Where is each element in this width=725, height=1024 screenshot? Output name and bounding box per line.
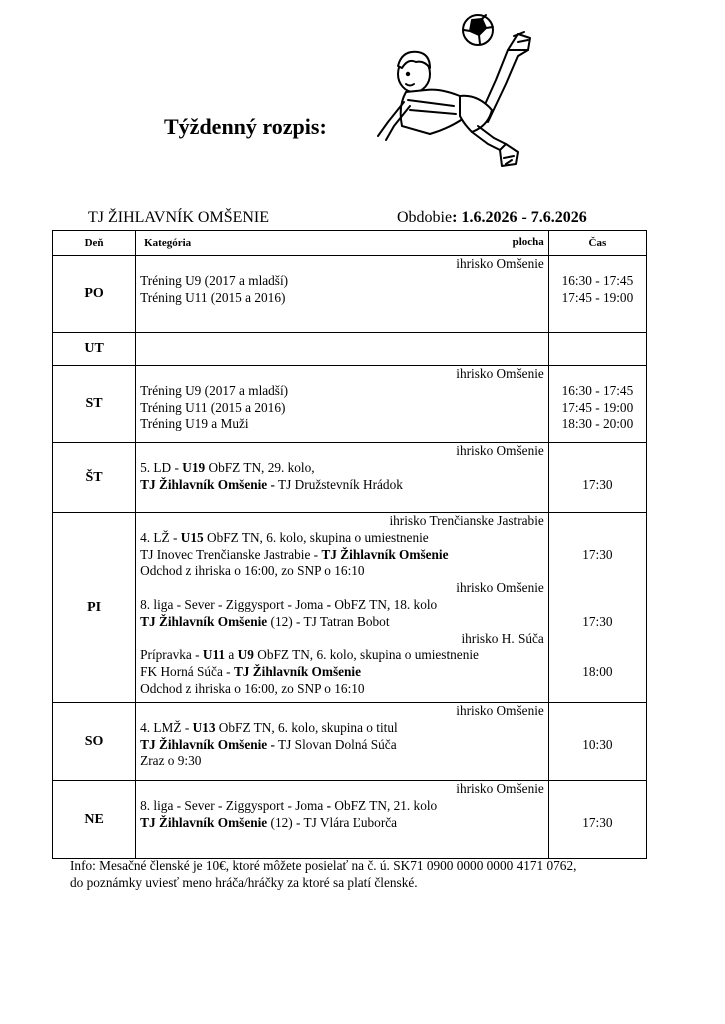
activity: Tréning U9 (2017 a mladší) <box>140 382 289 398</box>
venue: ihrisko Omšenie <box>456 256 544 271</box>
match-note: Odchod z ihriska o 16:00, zo SNP o 16:10 <box>140 563 365 579</box>
match-teams: TJ Žihlavník Omšenie - TJ Družstevník Hrádok <box>140 476 403 492</box>
table-row <box>53 366 647 443</box>
venue: ihrisko Trenčianske Jastrabie <box>389 513 544 528</box>
category-cell <box>136 333 549 366</box>
activity: Tréning U9 (2017 a mladší) <box>140 272 289 288</box>
day-cell: ŠT <box>53 443 136 513</box>
time-cell <box>548 333 646 366</box>
info-line: Info: Mesačné členské je 10€, ktoré môžete posielať na č. ú. SK71 0900 0000 0000 4171 0762, <box>70 858 577 873</box>
time-cell <box>548 256 646 333</box>
club-name: TJ ŽIHLAVNÍK OMŠENIE <box>88 209 270 226</box>
time-value: 16:30 - 17:45 <box>561 272 634 288</box>
time-value: 17:45 - 19:00 <box>561 289 634 305</box>
venue: ihrisko Omšenie <box>456 443 544 458</box>
day-cell: ST <box>53 366 136 443</box>
time-value: 17:30 <box>582 814 613 830</box>
category-cell <box>136 781 549 859</box>
table-row <box>53 333 647 366</box>
period-value: : 1.6.2026 - 7.6.2026 <box>452 209 587 226</box>
time-cell <box>548 366 646 443</box>
time-value: 16:30 - 17:45 <box>561 382 634 398</box>
header-time: Čas <box>548 231 646 256</box>
match-teams: TJ Žihlavník Omšenie (12) - TJ Tatran Bobot <box>140 613 390 629</box>
header-category <box>136 231 549 256</box>
match-teams: FK Horná Súča - TJ Žihlavník Omšenie <box>140 664 362 680</box>
match-line: 4. LŽ - U15 ObFZ TN, 6. kolo, skupina o umiestnenie <box>140 529 429 545</box>
match-line: Prípravka - U11 a U9 ObFZ TN, 6. kolo, skupina o umiestnenie <box>140 647 479 663</box>
period-label: Obdobie <box>397 209 453 226</box>
table-row <box>53 256 647 333</box>
time-value: 17:30 <box>582 546 613 562</box>
time-cell <box>548 703 646 781</box>
header-day: Deň <box>53 231 136 256</box>
day-cell: NE <box>53 781 136 859</box>
match-line: 8. liga - Sever - Ziggysport - Joma - ObFZ TN, 21. kolo <box>140 797 438 813</box>
info-note <box>70 857 670 891</box>
time-value: 18:00 <box>582 664 613 680</box>
category-cell <box>136 443 549 513</box>
table-row <box>53 513 647 703</box>
venue: ihrisko Omšenie <box>456 366 544 381</box>
match-note: Odchod z ihriska o 16:00, zo SNP o 16:10 <box>140 680 365 696</box>
time-cell <box>548 781 646 859</box>
activity: Tréning U19 a Muži <box>140 416 249 432</box>
match-teams: TJ Žihlavník Omšenie - TJ Slovan Dolná Súča <box>140 736 397 752</box>
match-line: 8. liga - Sever - Ziggysport - Joma - ObFZ TN, 18. kolo <box>140 596 438 612</box>
activity: Tréning U11 (2015 a 2016) <box>140 399 286 415</box>
category-cell <box>136 256 549 333</box>
day-cell: UT <box>53 333 136 366</box>
match-line: 5. LD - U19 ObFZ TN, 29. kolo, <box>140 459 315 475</box>
info-line: do poznámky uviesť meno hráča/hráčky za ktoré sa platí členské. <box>70 875 418 890</box>
match-note: Zraz o 9:30 <box>140 753 202 769</box>
category-cell <box>136 366 549 443</box>
venue: ihrisko Omšenie <box>456 703 544 718</box>
time-value: 17:30 <box>582 613 613 629</box>
time-cell <box>548 443 646 513</box>
time-cell <box>548 513 646 703</box>
time-value: 10:30 <box>582 736 613 752</box>
category-cell <box>136 703 549 781</box>
schedule-table <box>52 230 647 859</box>
venue: ihrisko Omšenie <box>456 781 544 796</box>
page-title: Týždenný rozpis: <box>164 114 327 139</box>
match-line: 4. LMŽ - U13 ObFZ TN, 6. kolo, skupina o titul <box>140 719 398 735</box>
activity: Tréning U11 (2015 a 2016) <box>140 289 286 305</box>
day-cell: PO <box>53 256 136 333</box>
match-teams: TJ Inovec Trenčianske Jastrabie - TJ Žihlavník Omšenie <box>140 546 449 562</box>
venue: ihrisko H. Súča <box>461 630 544 646</box>
time-value: 18:30 - 20:00 <box>561 416 634 432</box>
venue: ihrisko Omšenie <box>456 580 544 596</box>
time-value: 17:30 <box>582 476 613 492</box>
match-teams: TJ Žihlavník Omšenie (12) - TJ Vlára Ľuborča <box>140 814 398 830</box>
day-cell: PI <box>53 513 136 703</box>
table-header-row <box>53 231 647 256</box>
header-category-label: Kategória <box>144 237 192 249</box>
period <box>397 209 587 227</box>
time-value: 17:45 - 19:00 <box>561 399 634 415</box>
day-cell: SO <box>53 703 136 781</box>
table-row <box>53 443 647 513</box>
football-player-bicycle-kick-icon <box>368 10 538 180</box>
header-venue-label: plocha <box>512 236 544 248</box>
category-cell <box>136 513 549 703</box>
table-row <box>53 703 647 781</box>
table-row <box>53 781 647 859</box>
